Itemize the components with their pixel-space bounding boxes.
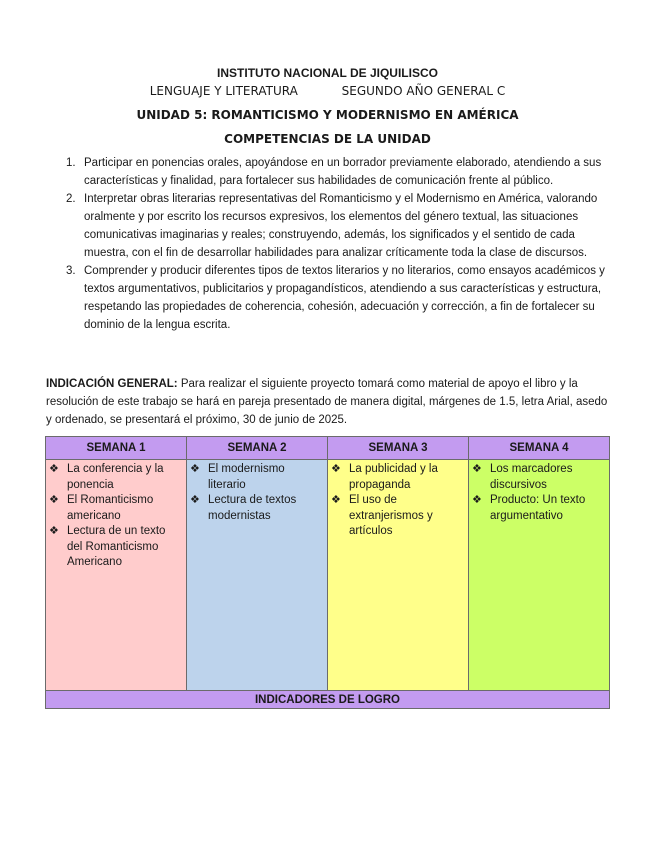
- week-2-topics: [190, 462, 324, 524]
- week-header-row: [46, 437, 610, 460]
- topic-text: La publicidad y la propaganda: [349, 463, 438, 491]
- topic-text: Lectura de textos modernistas: [208, 494, 297, 522]
- weekly-plan-table: [45, 436, 610, 709]
- week-header-4: SEMANA 4: [469, 437, 610, 460]
- week-1-cell: [46, 460, 187, 691]
- week-3-cell: [328, 460, 469, 691]
- competency-item: [62, 262, 610, 334]
- competency-number: 2.: [66, 193, 76, 205]
- competency-text: Comprender y producir diferentes tipos de textos literarios y no literarios, como ensayos académicos y textos argumentativos, publicitarios y propagandísticos, atendiendo a sus características y estructura, respetando las propiedades de coherencia, cohesión, adecuación y corrección, a fin de fortalecer su dominio de la lengua escrita.: [84, 265, 605, 331]
- week-header-2: SEMANA 2: [187, 437, 328, 460]
- week-2-cell: [187, 460, 328, 691]
- diamond-bullet-icon: ❖: [472, 463, 482, 475]
- diamond-bullet-icon: ❖: [49, 494, 59, 506]
- week-4-topics: [472, 462, 606, 524]
- topic-text: El modernismo literario: [208, 463, 285, 491]
- diamond-bullet-icon: ❖: [49, 525, 59, 537]
- diamond-bullet-icon: ❖: [190, 494, 200, 506]
- topic-text: Lectura de un texto del Romanticismo Americano: [67, 525, 166, 568]
- topic-item: [190, 462, 324, 493]
- general-indication-text: Para realizar el siguiente proyecto tomará como material de apoyo el libro y la resolución de este trabajo se hará en pareja presentado de manera digital, márgenes de 1.5, letra Arial, asedo y ordenado, se presentará el próximo, 30 de junio de 2025.: [46, 378, 608, 426]
- topic-text: La conferencia y la ponencia: [67, 463, 164, 491]
- week-4-cell: [469, 460, 610, 691]
- competencies-title: COMPETENCIAS DE LA UNIDAD: [224, 132, 431, 146]
- subject-name: LENGUAJE Y LITERATURA: [149, 84, 298, 98]
- grade-section: SEGUNDO AÑO GENERAL C: [341, 84, 506, 98]
- general-indication-label: INDICACIÓN GENERAL:: [46, 378, 178, 390]
- competencies-list: [62, 154, 610, 334]
- topic-text: El uso de extranjerismos y artículos: [349, 494, 433, 537]
- subject-line: [0, 84, 655, 98]
- topic-item: [331, 493, 465, 540]
- topic-item: [472, 493, 606, 524]
- competency-text: Interpretar obras literarias representativas del Romanticismo y el Modernismo en América, valorando oralmente y por escrito los recursos expresivos, los elementos del género textual, las situaciones comunicativas imaginarias y reales; construyendo, además, los significados y el sentido de cada muestra, con el fin de desarrollar habilidades para analizar críticamente toda la clase de discursos.: [84, 193, 598, 259]
- diamond-bullet-icon: ❖: [190, 463, 200, 475]
- topic-item: [331, 462, 465, 493]
- school-name: INSTITUTO NACIONAL DE JIQUILISCO: [217, 66, 438, 80]
- achievement-indicators-header: INDICADORES DE LOGRO: [46, 691, 610, 709]
- topic-item: [472, 462, 606, 493]
- diamond-bullet-icon: ❖: [472, 494, 482, 506]
- competency-number: 3.: [66, 265, 76, 277]
- week-content-row: [46, 460, 610, 691]
- diamond-bullet-icon: ❖: [49, 463, 59, 475]
- diamond-bullet-icon: ❖: [331, 463, 341, 475]
- footer-row: [46, 691, 610, 709]
- competency-number: 1.: [66, 157, 76, 169]
- topic-item: [190, 493, 324, 524]
- unit-title: UNIDAD 5: ROMANTICISMO Y MODERNISMO EN AMÉRICA: [136, 108, 519, 122]
- week-3-topics: [331, 462, 465, 540]
- topic-text: El Romanticismo americano: [67, 494, 154, 522]
- topic-text: Los marcadores discursivos: [490, 463, 573, 491]
- competency-text: Participar en ponencias orales, apoyándose en un borrador previamente elaborado, atendiendo a sus características y finalidad, para fortalecer sus habilidades de comunicación frente al público.: [84, 157, 602, 187]
- topic-text: Producto: Un texto argumentativo: [490, 494, 586, 522]
- topic-item: [49, 493, 183, 524]
- general-indication: [46, 375, 612, 429]
- competency-item: [62, 190, 610, 262]
- diamond-bullet-icon: ❖: [331, 494, 341, 506]
- week-1-topics: [49, 462, 183, 571]
- topic-item: [49, 462, 183, 493]
- competency-item: [62, 154, 610, 190]
- week-header-3: SEMANA 3: [328, 437, 469, 460]
- topic-item: [49, 524, 183, 571]
- week-header-1: SEMANA 1: [46, 437, 187, 460]
